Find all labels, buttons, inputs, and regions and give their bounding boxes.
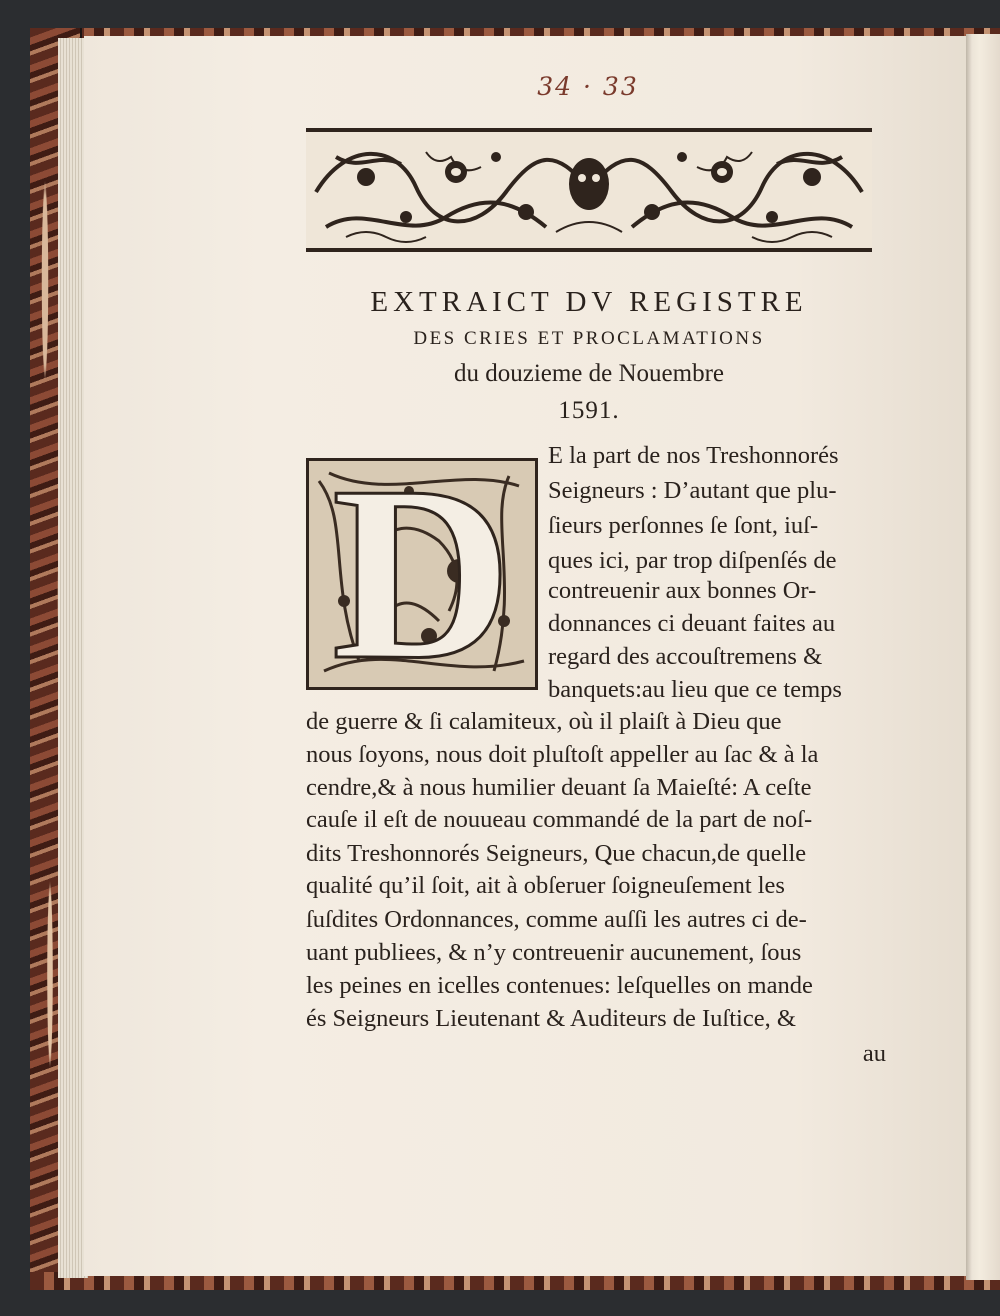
text-line: uant publiees, & n’y contreuenir aucunement, ſous bbox=[306, 939, 802, 966]
headpiece-ornament-icon bbox=[306, 132, 872, 248]
text-line: nous ſoyons, nous doit pluſtoſt appeller au ſac & à la bbox=[306, 741, 819, 768]
ornamental-headpiece bbox=[306, 128, 872, 252]
text-line: contreuenir aux bonnes Or- bbox=[548, 577, 817, 604]
page-number: 34 · 33 bbox=[537, 72, 639, 101]
text-line: cendre,& à nous humilier deuant ſa Maieſté: A ceſte bbox=[306, 774, 812, 801]
drop-cap-letter: D bbox=[331, 458, 513, 690]
text-line: és Seigneurs Lieutenant & Auditeurs de Iuſtice, & bbox=[306, 1005, 796, 1032]
text-line: les peines en icelles contenues: leſquelles on mande bbox=[306, 972, 813, 999]
text-line: ſieurs perſonnes ſe ſont, iuſ- bbox=[548, 512, 819, 539]
facing-page-edge bbox=[966, 34, 1000, 1280]
text-line: Seigneurs : D’autant que plu- bbox=[548, 477, 837, 504]
text-line: cauſe il eſt de nouueau commandé de la part de noſ- bbox=[306, 806, 813, 833]
text-line: ques ici, par trop diſpenſés de bbox=[548, 547, 837, 574]
title-line-1: EXTRAICT DV REGISTRE bbox=[370, 286, 808, 318]
title-line-3: du douzieme de Nouembre bbox=[453, 360, 725, 387]
text-line: E la part de nos Treshonnorés bbox=[548, 442, 839, 469]
catchword: au bbox=[862, 1040, 886, 1067]
text-line: banquets:au lieu que ce temps bbox=[548, 676, 842, 703]
title-year: 1591. bbox=[558, 397, 620, 424]
text-line: de guerre & ſi calamiteux, où il plaiſt à Dieu que bbox=[306, 708, 782, 735]
text-line: dits Treshonnorés Seigneurs, Que chacun,de quelle bbox=[306, 840, 807, 867]
title-line-2: DES CRIES ET PROCLAMATIONS bbox=[413, 328, 765, 349]
text-line: ſuſdites Ordonnances, comme auſſi les autres ci de- bbox=[306, 906, 807, 933]
text-line: regard des accouſtremens & bbox=[548, 643, 823, 670]
decorated-initial bbox=[306, 458, 538, 690]
text-line: donnances ci deuant faites au bbox=[548, 610, 836, 637]
text-line: qualité qu’il ſoit, ait à obſeruer ſoigneuſement les bbox=[306, 872, 785, 899]
